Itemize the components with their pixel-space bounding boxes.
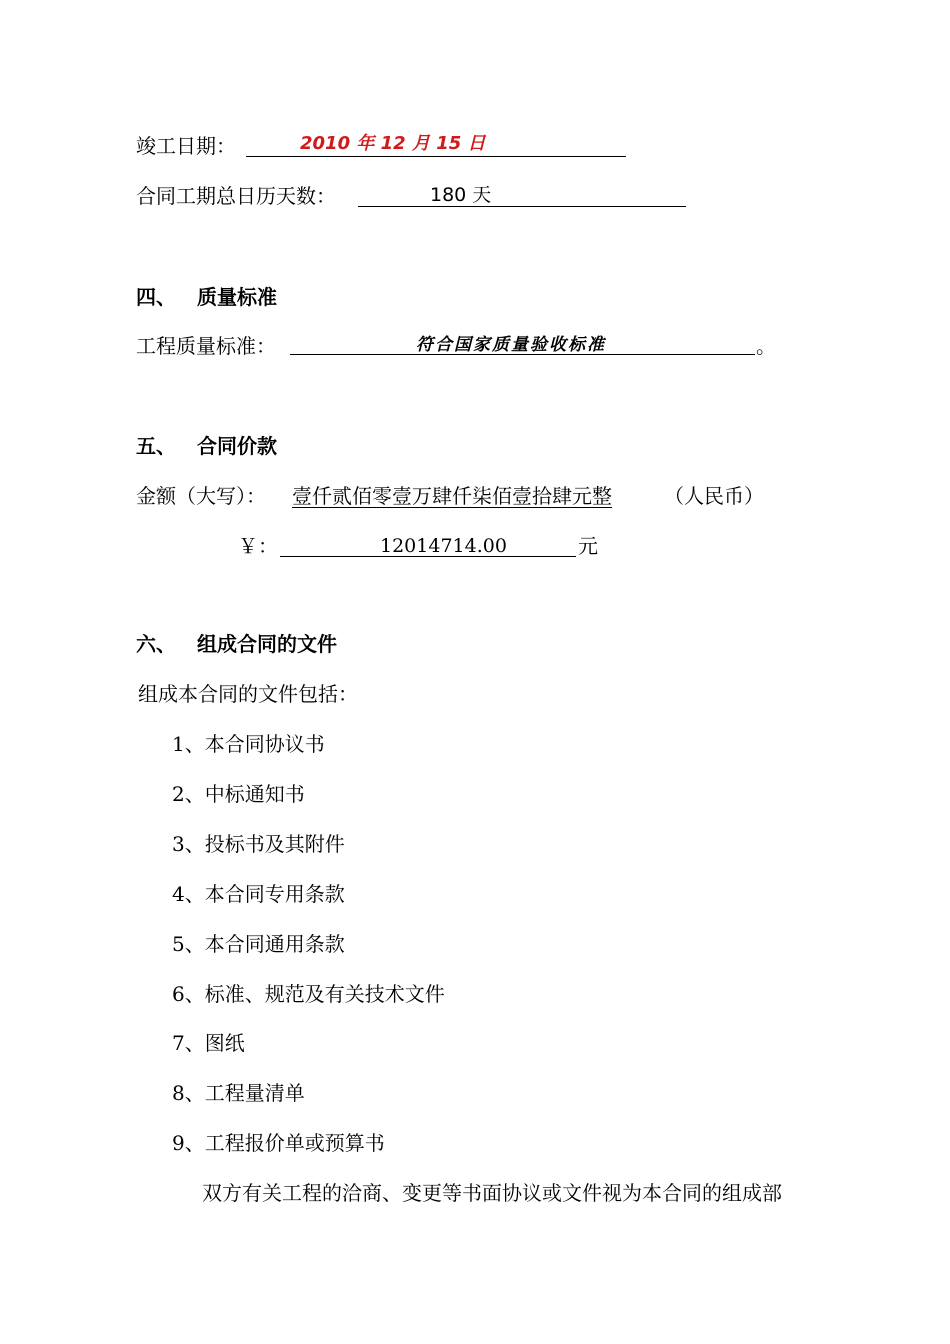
section-6-number: 六、	[136, 632, 176, 656]
section-4-title: 质量标准	[197, 285, 277, 309]
quality-standard-value: 符合国家质量验收标准	[416, 335, 606, 355]
amount-figure-label: ￥：	[238, 534, 278, 558]
document-item: 6、标准、规范及有关技术文件	[172, 982, 445, 1006]
document-item: 7、图纸	[172, 1031, 245, 1055]
document-item: 2、中标通知书	[172, 782, 305, 806]
quality-standard-suffix: 。	[756, 334, 776, 358]
documents-intro: 组成本合同的文件包括：	[138, 682, 358, 706]
currency-note: （人民币）	[664, 484, 764, 508]
section-5-number: 五、	[136, 434, 176, 458]
completion-date-label: 竣工日期：	[136, 134, 236, 158]
document-item: 5、本合同通用条款	[172, 932, 345, 956]
section-5-title: 合同价款	[197, 434, 277, 458]
amount-figure-value: 12014714.00	[380, 535, 507, 557]
quality-standard-label: 工程质量标准：	[136, 334, 276, 358]
duration-value: 180 天	[430, 184, 492, 206]
section-6-title: 组成合同的文件	[197, 632, 337, 656]
completion-date-value: 2010 年 12 月 15 日	[300, 133, 486, 154]
closing-paragraph: 双方有关工程的洽商、变更等书面协议或文件视为本合同的组成部	[202, 1181, 782, 1205]
amount-words-value: 壹仟贰佰零壹万肆仟柒佰壹拾肆元整	[292, 484, 612, 508]
document-item: 9、工程报价单或预算书	[172, 1131, 385, 1155]
document-item: 8、工程量清单	[172, 1081, 305, 1105]
amount-words-label: 金额（大写）：	[136, 484, 266, 508]
duration-underline	[358, 206, 686, 207]
section-4-number: 四、	[136, 285, 176, 309]
duration-label: 合同工期总日历天数：	[136, 184, 336, 208]
document-item: 3、投标书及其附件	[172, 832, 345, 856]
document-item: 4、本合同专用条款	[172, 882, 345, 906]
amount-figure-unit: 元	[578, 534, 598, 558]
document-item: 1、本合同协议书	[172, 732, 325, 756]
